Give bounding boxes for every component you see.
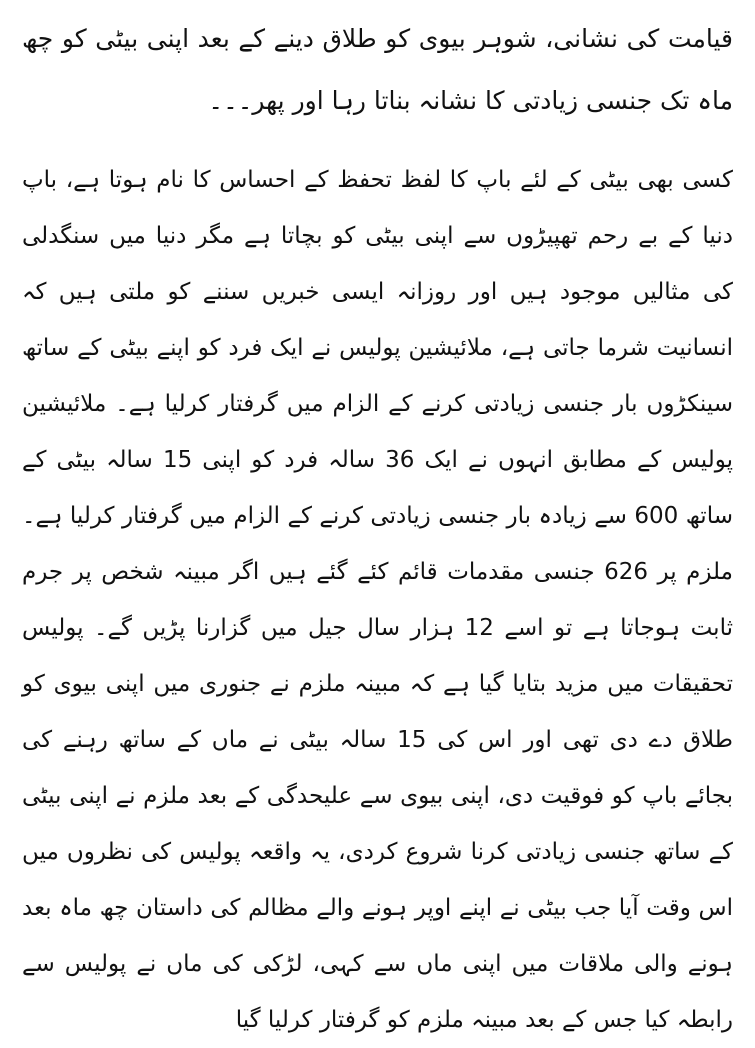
article-headline: قیامت کی نشانی، شوہر بیوی کو طلاق دینے کے بعد اپنی بیٹی کو چھ ماہ تک جنسی زیادتی کا نشانہ بناتا رہا اور پھر۔۔۔ bbox=[22, 24, 733, 115]
article-body: کسی بھی بیٹی کے لئے باپ کا لفظ تحفظ کے احساس کا نام ہوتا ہے، باپ دنیا کے بے رحم تھپیڑوں سے اپنی بیٹی کو بچاتا ہے مگر دنیا میں سنگدلی کی مثالیں موجود ہیں اور روزانہ ایسی خبریں سننے کو ملتی ہیں کہ انسانیت شرما جاتی ہے، ملائیشین پولیس نے ایک فرد کو اپنے بیٹی کے ساتھ سینکڑوں بار جنسی زیادتی کرنے کے الزام میں گرفتار کرلیا ہے۔ ملائیشین پولیس کے مطابق انہوں نے ایک 36 سالہ فرد کو اپنی 15 سالہ بیٹی کے ساتھ 600 سے زیادہ بار جنسی زیادتی کرنے کے الزام میں گرفتار کرلیا ہے۔ ملزم پر 626 جنسی مقدمات قائم کئے گئے ہیں اگر مبینہ شخص پر جرم ثابت ہوجاتا ہے تو اسے 12 ہزار سال جیل میں گزارنا پڑیں گے۔ پولیس تحقیقات میں مزید بتایا گیا ہے کہ مبینہ ملزم نے جنوری میں اپنی بیوی کو طلاق دے دی تھی اور اس کی 15 سالہ بیٹی نے ماں کے ساتھ رہنے کی بجائے باپ کو فوقیت دی، اپنی بیوی سے علیحدگی کے بعد ملزم نے اپنی بیٹی کے ساتھ جنسی زیادتی کرنا شروع کردی، یہ واقعہ پولیس کی نظروں میں اس وقت آیا جب بیٹی نے اپنے اوپر ہونے والے مظالم کی داستان چھ ماہ بعد ہونے والی ملاقات میں اپنی ماں سے کہی، لڑکی کی ماں نے پولیس سے رابطہ کیا جس کے بعد مبینہ ملزم کو گرفتار کرلیا گیا bbox=[22, 167, 734, 1033]
